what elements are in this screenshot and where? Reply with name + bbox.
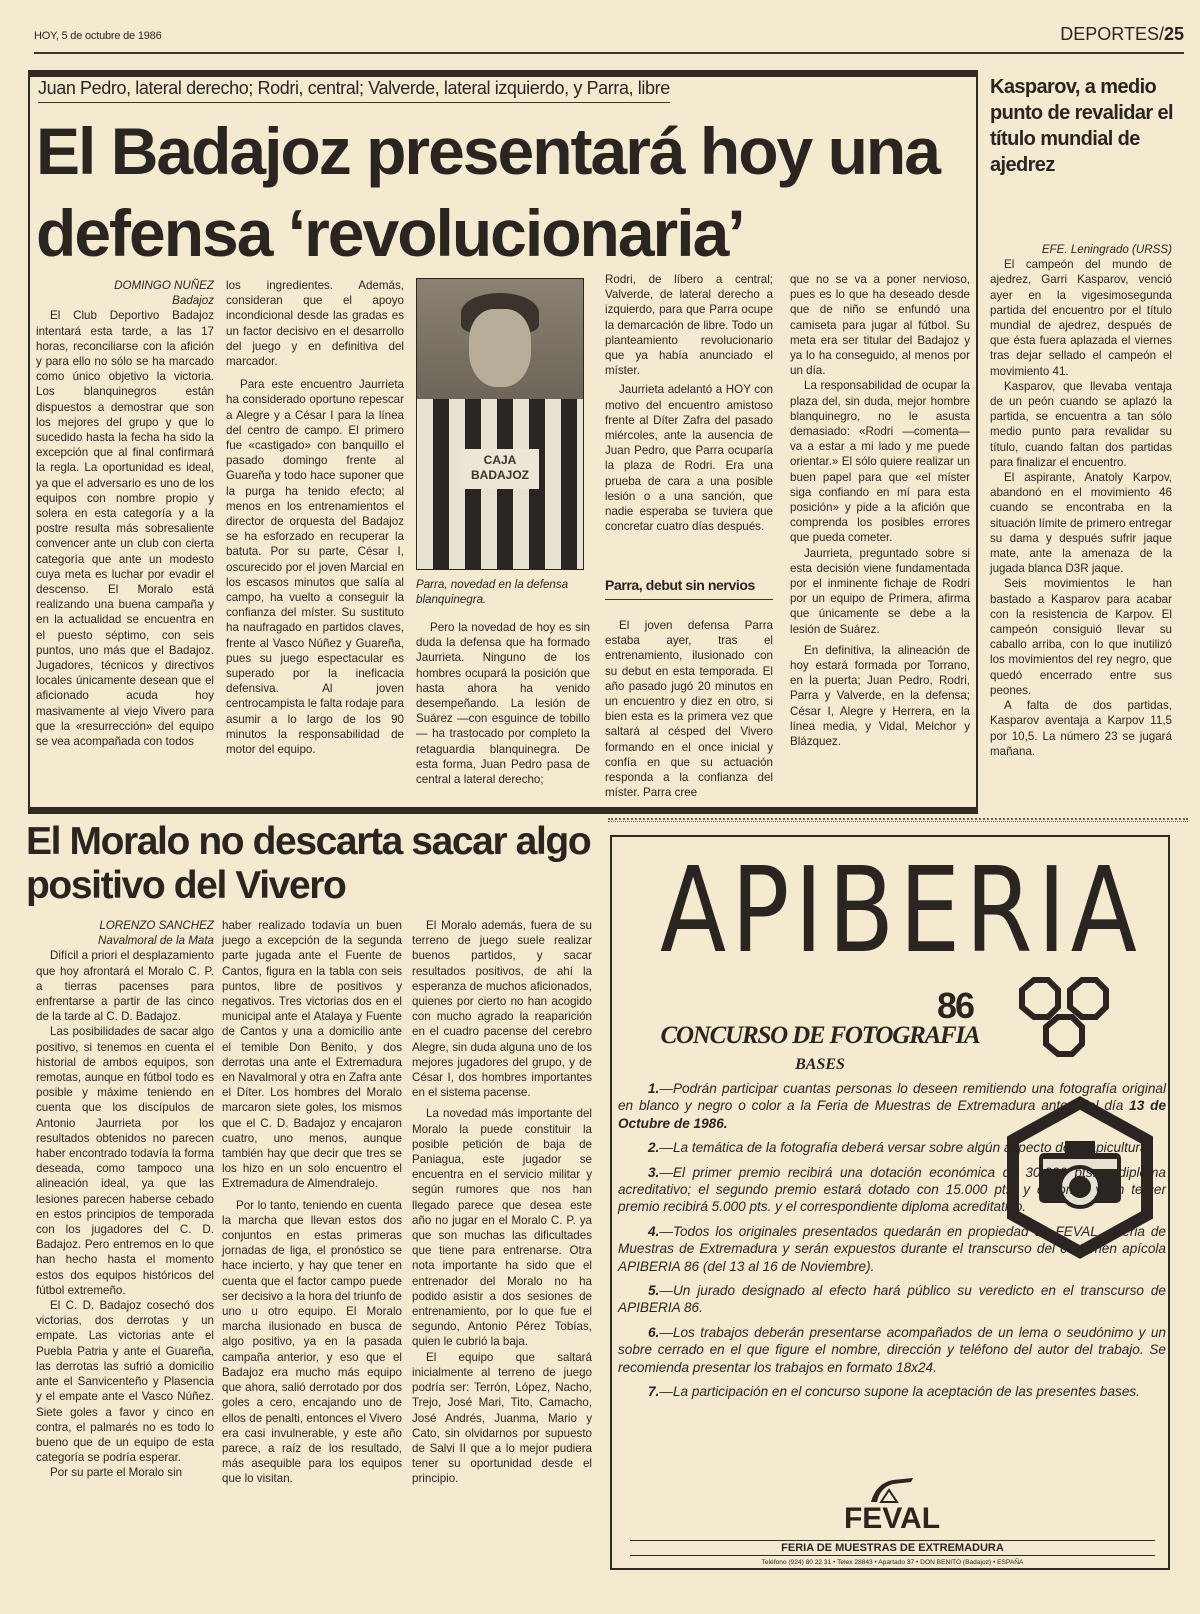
- rule-number: 3.: [648, 1164, 660, 1180]
- contest-rules: [618, 1080, 1166, 1408]
- rule-number: 5.: [648, 1283, 660, 1299]
- running-head: [34, 24, 1184, 54]
- kasparov-headline: Kasparov, a medio punto de revalidar el título mundial de ajedrez: [990, 76, 1174, 176]
- rule-item: [618, 1080, 1166, 1132]
- byline-place: Badajoz: [172, 294, 214, 308]
- jersey-sponsor: [461, 449, 539, 489]
- paragraph: En definitiva, la alineación de hoy estará formada por Torrano, en la puerta; Juan Pedro, Rodri, Parra y Valverde, en la defensa; César I, Alegre y Herrera, en la línea media, y Vidal, Melchor y Blázquez.: [790, 643, 970, 749]
- headline-line-1: El Badajoz presentará hoy una: [36, 114, 939, 188]
- photo-face: [469, 309, 531, 387]
- photo-caption: Parra, novedad en la defensa blanquinegra.: [416, 578, 569, 606]
- main-article-column-4-bottom: [605, 618, 773, 800]
- feval-emblem-icon: [867, 1474, 917, 1504]
- paragraph: A falta de dos partidas, Kasparov aventaja a Karpov 11,5 por 10,5. La número 23 se jugará mañana.: [990, 699, 1172, 758]
- rule-deadline: 13 de Octubre de 1986.: [618, 1098, 1166, 1131]
- paragraph: Rodri, de líbero a central; Valverde, de lateral derecho a izquierdo, para que Parra ocupe la demarcación de libre. Todo un planteamiento revolucionario que ya había anunciado el míster.: [605, 273, 773, 378]
- byline-author: DOMINGO NUÑEZ: [114, 279, 214, 292]
- rule-text: —Un jurado designado al efecto hará público su veredicto en el transcurso de APIBERIA 86.: [618, 1283, 1166, 1316]
- paragraph: Las posibilidades de sacar algo positivo, si tenemos en cuenta el historial de ambos equipos, son remotas, aunque en fútbol todo es posible y máxime teniendo en cuenta que los discípulos de Antonio Jaurrieta por los resultados obtenidos no parecen haber encontrado todavía la forma deseada, como tampoco una alineación ideal, ya que las lesiones parecen haberse cebado en estos principios de temporada con los jugadores del C. D. Badajoz. Pero entremos en lo que han hecho hasta el momento estos dos equipos históricos del fútbol extremeño.: [36, 1025, 214, 1297]
- sponsor-line-2: BADAJOZ: [470, 468, 529, 482]
- rule-number: 6.: [648, 1324, 660, 1340]
- paragraph: El campeón del mundo de ajedrez, Garri Kasparov, venció ayer en la vigesimosegunda partida del encuentro por el título mundial de ajedrez, después de que ésta fuera aplazada el viernes tras dejar sellado el campeón el movimiento 41.: [990, 258, 1172, 378]
- section-label: [1060, 24, 1184, 45]
- feval-name: FERIA DE MUESTRAS DE EXTREMADURA: [630, 1540, 1155, 1556]
- main-headline: [36, 110, 966, 274]
- main-article-column-3: [416, 620, 590, 787]
- paragraph: El aspirante, Anatoly Karpov, abandonó en el movimiento 46 cuando se encontraba en la situación límite de primero entregar su dama y después sufrir jaque mate, ante la amenaza de la jugada blanca D3R jaque.: [990, 471, 1172, 576]
- apiberia-year: 86: [937, 985, 974, 1026]
- headline-line-2: defensa ‘revolucionaria’: [36, 196, 744, 270]
- paragraph: El C. D. Badajoz cosechó dos victorias, dos derrotas y un empate. Las victorias ante el Puebla Patria y ante el Guareña, las derrotas las sufrió a domicilio ante el Sanvicenteño y Plasencia y el empate ante el Vasco Núñez. Siete goles a favor y cinco en contra, el palmarés no es todo lo bueno que de un equipo de esta categoría se podría esperar.: [36, 1299, 214, 1465]
- rule-item: [618, 1324, 1166, 1376]
- rule-text: —La participación en el concurso supone la aceptación de las presentes bases.: [659, 1384, 1140, 1400]
- paragraph: La responsabilidad de ocupar la plaza del, sin duda, mejor hombre blanquinegro, no le asusta demasiado: «Rodri —comenta— va a estar a mi lado y me puede orientar.» El sólo quiere realizar un buen papel para que «el míster siga confiando en mí para esta posición» y pide a la afición que comprenda los posibles errores que pueda cometer.: [790, 379, 970, 545]
- paragraph: El Club Deportivo Badajoz intentará esta tarde, a las 17 horas, reconciliarse con la afición y para ello no sólo se ha marcado como único objetivo la victoria. Los blanquinegros están dispuestos a demostrar que son los mejores del grupo y que lo sucedido hasta la fecha ha sido la excepción que al final confirmará la regla. La oportunidad es ideal, ya que el adversario es uno de los equipos con nombre propio y solera en esta categoría y a la postre resulta más sobresaliente convencer ante un club con cierta categoría que ante un modesto cuya meta es luchar por evadir el descenso. El Moralo está realizando una buena campaña y en la actualidad se encuentra en el puesto séptimo, con seis puntos, uno más que el Badajoz. Jugadores, técnicos y directivos locales únicamente desean que el aficionado acuda hoy masivamente al viejo Vivero para que la «resurrección» del equipo se vea acompañada con todos: [36, 309, 214, 749]
- kasparov-byline: EFE. Leningrado (URSS): [1041, 243, 1172, 256]
- section-name: DEPORTES/: [1060, 24, 1164, 44]
- paragraph: Por lo tanto, teniendo en cuenta la marcha que llevan estos dos conjuntos en estas primeras jornadas de liga, el pronóstico se hace incierto, y hay que tener en cuenta que el factor campo puede ser decisivo a la hora del triunfo de uno u otro equipo. El Moralo marcha ilusionado en busca de algo positivo, ya en la pasada campaña anterior, y eso que el Badajoz era mucho más equipo que ahora, salió derrotado por dos goles a cero, encajando uno de ellos de penalti, entonces el Vivero era casi invulnerable, y este año parece, a raíz de los resultado, más asequible para los equipos que lo visitan.: [222, 1198, 402, 1486]
- apiberia-logo: APIBERIA: [660, 841, 1142, 979]
- rule-item: [618, 1383, 1166, 1400]
- main-article-column-4: [605, 272, 773, 534]
- paragraph: Seis movimientos le han bastado a Kasparov para acabar con la resistencia de Karpov. El campeón consiguió llevar su caballo arriba, con lo que inutilizó los movimientos del rey negro, que quedó encerrado entre sus peones.: [990, 577, 1172, 697]
- byline-place: Navalmoral de la Mata: [98, 934, 214, 948]
- byline-author: LORENZO SANCHEZ: [99, 919, 214, 932]
- rule-item: [618, 1223, 1166, 1275]
- subheading: Parra, debut sin nervios: [605, 577, 773, 600]
- section-divider: [608, 818, 1188, 822]
- paragraph: Kasparov, que llevaba ventaja de un peón cuando se aplazó la partida, se encuentra a tan sólo medio punto para revalidar su título, cuando faltan dos partidas para finalizar el encuentro.: [990, 379, 1172, 469]
- rule-text: —El primer premio recibirá una dotación económica de 30.000 pts. y diploma acreditativo; el segundo premio estará dotado con 15.000 pts. y diploma; y un tercer premio recibirá 5.000 pts. y el correspondiente diploma acreditativo.: [618, 1164, 1166, 1215]
- main-article-column-5: [790, 272, 970, 749]
- paragraph: El equipo que saltará inicialmente al terreno de juego podría ser: Terrón, López, Nacho, Trejo, José Mari, Tito, Camacho, José Andrés, Juanma, Mario y Cato, sin olvidarnos por supuesto de Salvi II que a lo mejor pudiera tener su oportunidad desde el principio.: [412, 1350, 592, 1486]
- paragraph: El Moralo además, fuera de su terreno de juego suele realizar buenos partidos, y sacar resultados positivos, de ahí la esperanza de muchos aficionados, quienes por cierto no han acogido con mucho agrado la reaparición en el cuadro pacense del cerebro Alegre, sin duda alguna uno de los mejores jugadores del grupo, y de César I, dos hombres importantes en el sistema pacense.: [412, 919, 592, 1100]
- moralo-column-1: [36, 918, 214, 1481]
- paragraph: que no se va a poner nervioso, pues es lo que ha deseado desde que de niño se enfundó una camiseta para jugar al fútbol. Su meta era ser titular del Badajoz y ya lo ha conseguido, al menos por un día.: [790, 273, 970, 378]
- paragraph: La novedad más importante del Moralo la puede constituir la posible petición de baja de Paniagua, este jugador se encuentra en el servicio militar y según rumores que nos han llegado parece que desea este año no jugar en el Moralo C. P. ya que son muchas las dificultades que tiene para entrenarse. Otra nota importante ha sido que el entrenador del Moralo no ha podido asistir a dos sesiones de entrenamiento, por lo que fue el segundo, Antonio Pérez Tobías, quien le cubrió la baja.: [412, 1107, 592, 1349]
- rule-number: 1.: [648, 1081, 660, 1096]
- honeycomb-icon: [1012, 975, 1122, 1065]
- contest-title: CONCURSO DE FOTOGRAFIA: [660, 1022, 980, 1049]
- paragraph: Para este encuentro Jaurrieta ha considerado oportuno repescar a Alegre y a César I para la línea del centro de campo. El primero fue «castigado» con banquillo el pasado domingo frente al Guareña y todo hace suponer que la purga ha tenido efecto; al menos en los entrenamientos el director de orquesta del Badajoz se ha esforzado en recuperar la batuta. Por su parte, César I, oscurecido por el joven Marcial en los escasos minutos que salía al campo, ha vuelto a conseguir la confianza del míster. Su sustituto ha naufragado en partidos claves, frente al Vasco Núñez y Guareña, pues su juego espectacular es superado por la ineficacia defensiva. Al joven centrocampista le falta rodaje para asumir a lo largo de los 90 minutos la responsabilidad de motor del equipo.: [226, 378, 404, 757]
- article-kicker: Juan Pedro, lateral derecho; Rodri, central; Valverde, lateral izquierdo, y Parra, libre: [38, 78, 670, 103]
- paragraph: Difícil a priori el desplazamiento que hoy afrontará el Moralo C. P. a tierras pacenses para enfrentarse a partir de las cinco de la tarde al C. D. Badajoz.: [36, 949, 214, 1024]
- moralo-column-3: [412, 918, 592, 1487]
- rule-text: —Los trabajos deberán presentarse acompañados de un lema o seudónimo y un sobre cerrado en el que figure el nombre, dirección y teléfono del autor del trabajo. Se recomienda presentar los trabajos en formato 18x24.: [618, 1324, 1166, 1375]
- rule-text: —Todos los originales presentados quedarán en propiedad de FEVAL - Feria de Muestras de Extremadura y serán expuestos durante el transcurso del certamen apícola APIBERIA 86 (del 13 al 16 de Noviembre).: [618, 1223, 1166, 1274]
- paragraph: El joven defensa Parra estaba ayer, tras el entrenamiento, ilusionado con su debut en esta temporada. El año pasado jugó 20 minutos en un encuentro y diez en otro, si bien esta es la primera vez que saltará al césped del Vivero formando en el once inicial y confía en que su actuación responda a la confianza del míster. Parra cree: [605, 619, 773, 800]
- paragraph: Por su parte el Moralo sin: [50, 1466, 183, 1480]
- rule-text: —La temática de la fotografía deberá versar sobre algún aspecto de la apicultura.: [659, 1140, 1152, 1156]
- rule-number: 2.: [648, 1140, 660, 1156]
- paragraph: Jaurrieta adelantó a HOY con motivo del encuentro amistoso frente al Díter Zafra del pasado miércoles, ante la ausencia de Juan Pedro, que Parra ocuparía la plaza de Rodri. Era una prueba de cara a una posible lesión o a una sanción, que nadie esperaba se tuviera que concretar cuatro días después.: [605, 383, 773, 534]
- feval-contact: Teléfono (924) 80 22 31 • Telex 28843 • Apartado 37 • DON BENITO (Badajoz) • ESPAÑA: [761, 1559, 1024, 1566]
- paragraph: Pero la novedad de hoy es sin duda la defensa que ha formado Jaurrieta. Ninguno de los hombres ocupará la posición que hasta ahora ha venido desempeñando. La lesión de Suárez —con esguince de tobillo— ha trastocado por completo la retaguardia blanquinegra. De esta forma, Juan Pedro pasa de central a lateral derecho;: [416, 621, 590, 787]
- paragraph: Jaurrieta, preguntado sobre si esta decisión viene fundamentada por el inminente fichaje de Rodri por un equipo de Primera, afirma que únicamente se debe a la lesión de Suárez.: [790, 546, 970, 636]
- rule-number: 7.: [648, 1384, 660, 1400]
- page-number: 25: [1163, 24, 1184, 44]
- rule-item: [618, 1164, 1166, 1216]
- contest-subtitle: BASES: [795, 1056, 845, 1073]
- issue-date: HOY, 5 de octubre de 1986: [34, 30, 162, 42]
- rule-item: [618, 1139, 1166, 1156]
- main-article-column-1: [36, 278, 214, 749]
- paragraph: haber realizado todavía un buen juego a excepción de la segunda parte jugada ante el Fuente de Cantos, figura en la tabla con seis puntos, libre de positivos y negativos. Tres victorias dos en el municipal ante el Atalaya y Fuente de Cantos y una a domicilio ante el temible Don Benito, y dos derrotas una ante el Extremadura en Navalmoral y otra en Zafra ante el Díter. Los hombres del Moralo marcaron siete goles, los mismos que el C. D. Badajoz y encajaron cuatro, uno menos, aunque también hay que decir que tres se los hizo en un solo encuentro el Extremadura de Almendralejo.: [222, 919, 402, 1191]
- moralo-headline: El Moralo no descarta sacar algo positivo del Vivero: [26, 820, 591, 907]
- player-photo: [416, 278, 584, 570]
- rule-item: [618, 1282, 1166, 1317]
- feval-logo: FEVAL: [843, 1502, 941, 1535]
- moralo-column-2: [222, 918, 402, 1487]
- main-article-column-2: [226, 278, 404, 757]
- rule-number: 4.: [648, 1223, 660, 1239]
- kasparov-article: [990, 242, 1172, 759]
- rule-text: —Podrán participar cuantas personas lo deseen remitiendo una fotografía original en blanco y negro o color a la Feria de Muestras de Extremadura antes del día: [618, 1081, 1166, 1114]
- sponsor-line-1: CAJA: [483, 453, 517, 467]
- paragraph: los ingredientes. Además, consideran que el apoyo incondicional desde las gradas es un factor decisivo en el desarrollo del juego y en definitiva del marcador.: [226, 279, 404, 369]
